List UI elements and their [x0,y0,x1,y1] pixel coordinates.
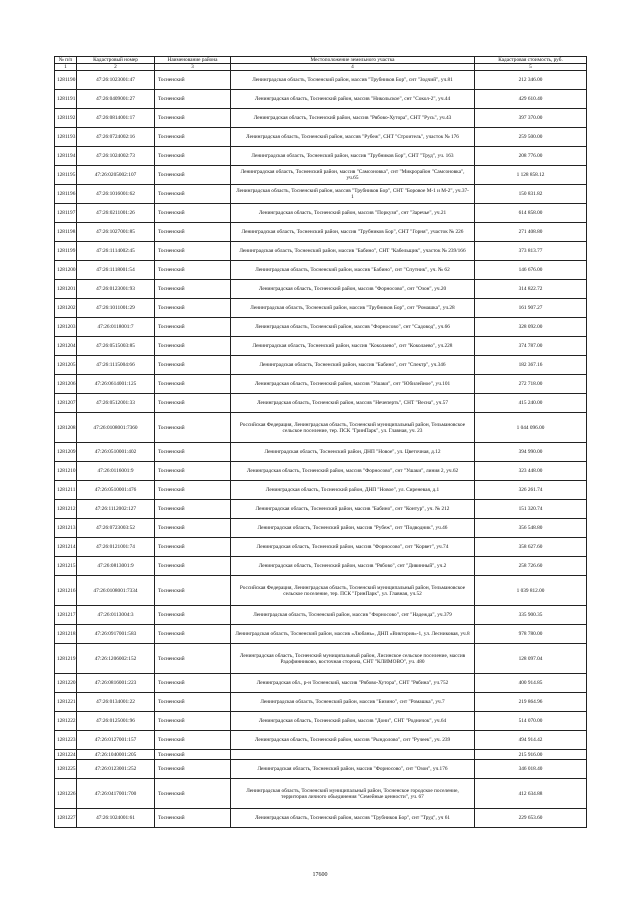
table-row [55,128,587,147]
cadastral-number-cell: 47:26:1040001:205 [77,750,155,760]
cadastral-value-cell: 356 548.80 [475,519,587,538]
row-number-cell: 1281218 [55,625,77,644]
cadastral-value-cell: 412 634.88 [475,779,587,809]
cadastral-value-cell: 215 916.00 [475,750,587,760]
header-number: № п/п [55,57,77,64]
location-cell: Ленинградская область, Тосненский район, массив "Дони", СНТ "Родничок", уч.64 [231,712,475,731]
district-name-cell: Тосненский [155,693,231,712]
location-cell: Ленинградская область, Тосненский район, массив «Любань», ДНП «Виктория»-1, ул. Лесниковая, уч.8 [231,625,475,644]
district-name-cell: Тосненский [155,71,231,90]
row-number-cell: 1281213 [55,519,77,538]
cadastral-number-cell: 47:26:0123001:93 [77,280,155,299]
location-cell: Ленинградская область, Тосненский район, ДНП "Новое", ул. Сиреневая, д.1 [231,481,475,500]
cadastral-value-cell: 259 500.00 [475,128,587,147]
cadastral-value-cell: 429 610.40 [475,90,587,109]
row-number-cell: 1281216 [55,576,77,606]
row-number-cell: 1281199 [55,242,77,261]
row-number-cell: 1281206 [55,375,77,394]
cadastral-number-cell: 47:26:1024002:73 [77,147,155,166]
location-cell: Ленинградская область, Тосненский район, массив "Трубников Бор", СНТ "Горня", участок № 226 [231,223,475,242]
cadastral-value-cell: 394 990.00 [475,443,587,462]
row-number-cell: 1281203 [55,318,77,337]
row-number-cell: 1281208 [55,413,77,443]
district-name-cell: Тосненский [155,538,231,557]
cadastral-number-cell: 47:26:1206002:152 [77,644,155,674]
table-row [55,625,587,644]
district-name-cell: Тосненский [155,261,231,280]
district-name-cell: Тосненский [155,109,231,128]
header-district: Наименование района [155,57,231,64]
cadastral-value-cell: 314 822.72 [475,280,587,299]
table-row [55,809,587,828]
cadastral-value-cell: 400 914.85 [475,674,587,693]
row-number-cell: 1281226 [55,779,77,809]
location-cell: Ленинградская область, Тосненский район, массив "Трубников Бор", СНТ "Боровое М-1 и М-2", уч.37-1 [231,185,475,204]
table-row [55,712,587,731]
table-row [55,90,587,109]
table-row [55,356,587,375]
row-number-cell: 1281204 [55,337,77,356]
cadastral-number-cell: 47:26:0125001:96 [77,712,155,731]
cadastral-value-cell: 229 653.60 [475,809,587,828]
district-name-cell: Тосненский [155,462,231,481]
table-row [55,462,587,481]
cadastral-number-cell: 47:26:0816001:223 [77,674,155,693]
cadastral-number-cell: 47:26:0512001:33 [77,394,155,413]
row-number-cell: 1281214 [55,538,77,557]
row-number-cell: 1281220 [55,674,77,693]
column-number-4: 4 [231,64,475,71]
header-cadastral-number: Кадастровый номер [77,57,155,64]
table-row [55,337,587,356]
cadastral-number-cell: 47:26:0814001:17 [77,109,155,128]
cadastral-value-cell: 373 813.77 [475,242,587,261]
district-name-cell: Тосненский [155,299,231,318]
cadastral-value-cell: 161 907.27 [475,299,587,318]
location-cell: Ленинградская область, Тосненский район, массив "Рябово", снт "Дивинный", уч.2 [231,557,475,576]
location-cell: Ленинградская область, Тосненский район, массив "Трубников Бор", снт "Зодчий", уч.81 [231,71,475,90]
district-name-cell: Тосненский [155,644,231,674]
cadastral-value-table [54,56,587,828]
cadastral-value-cell: 1 044 096.00 [475,413,587,443]
cadastral-value-cell: 219 864.96 [475,693,587,712]
cadastral-number-cell: 47:26:1118001:54 [77,261,155,280]
cadastral-number-cell: 47:26:0113004:3 [77,606,155,625]
district-name-cell: Тосненский [155,674,231,693]
row-number-cell: 1281194 [55,147,77,166]
cadastral-value-cell: 182 367.16 [475,356,587,375]
column-number-row [55,64,587,71]
location-cell: Ленинградская область, Тосненский район, ДНП "Новое", ул. Цветочная, д.12 [231,443,475,462]
cadastral-number-cell: 47:26:0211001:26 [77,204,155,223]
cadastral-value-cell: 358 627.60 [475,538,587,557]
location-cell: Ленинградская область, Тосненский район, массив "Форносово", снт "Озон", уч.20 [231,280,475,299]
table-row [55,185,587,204]
district-name-cell: Тосненский [155,337,231,356]
cadastral-number-cell: 47:26:0121001:74 [77,538,155,557]
district-name-cell: Тосненский [155,204,231,223]
location-cell: Ленинградская область, Тосненский район, массив "Нечеперть", СНТ "Весна", уч.57 [231,394,475,413]
table-row [55,109,587,128]
cadastral-value-cell: 212 346.00 [475,71,587,90]
location-cell: Ленинградская область, Тосненский район, массив "Никольское", снт "Сокол-2", уч.44 [231,90,475,109]
table-row [55,223,587,242]
table-row [55,147,587,166]
row-number-cell: 1281225 [55,760,77,779]
table-row [55,261,587,280]
district-name-cell: Тосненский [155,147,231,166]
cadastral-value-cell: 328 092.00 [475,318,587,337]
cadastral-value-cell: 1 128 858.12 [475,166,587,185]
row-number-cell: 1281222 [55,712,77,731]
district-name-cell: Тосненский [155,375,231,394]
table-row [55,500,587,519]
cadastral-number-cell: 47:26:0108001:7360 [77,413,155,443]
row-number-cell: 1281212 [55,500,77,519]
row-number-cell: 1281210 [55,462,77,481]
cadastral-value-cell: 326 261.74 [475,481,587,500]
cadastral-value-cell: 494 914.42 [475,731,587,750]
cadastral-number-cell: 47:26:1114002:45 [77,242,155,261]
row-number-cell: 1281219 [55,644,77,674]
table-body [55,71,587,828]
location-cell: Ленинградская область, Тосненский район, массив "Трубников Бор", снт "Ромашка", уч.28 [231,299,475,318]
cadastral-value-cell: 272 718.00 [475,375,587,394]
district-name-cell: Тосненский [155,413,231,443]
table-row [55,750,587,760]
cadastral-number-cell: 47:26:1027001:85 [77,223,155,242]
row-number-cell: 1281215 [55,557,77,576]
table-row [55,538,587,557]
header-cadastral-value: Кадастровая стоимость, руб. [475,57,587,64]
cadastral-value-cell: 271 408.80 [475,223,587,242]
location-cell: Ленинградская область, Тосненский район, массив "Форносово", снт "Надежда", уч.379 [231,606,475,625]
table-row [55,644,587,674]
cadastral-value-cell: 150 831.82 [475,185,587,204]
location-cell: Ленинградская область, Тосненский район, массив "Рубеж", снт "Подводник", уч.46 [231,519,475,538]
row-number-cell: 1281217 [55,606,77,625]
district-name-cell: Тосненский [155,606,231,625]
location-cell: Ленинградская область, Тосненский район, массив "Бабино", СНТ "Кабельщик", участок № 239/166 [231,242,475,261]
row-number-cell: 1281227 [55,809,77,828]
row-number-cell: 1281202 [55,299,77,318]
cadastral-value-cell: 374 787.00 [475,337,587,356]
district-name-cell: Тосненский [155,223,231,242]
table-row [55,693,587,712]
cadastral-number-cell: 47:26:1115004:66 [77,356,155,375]
row-number-cell: 1281191 [55,90,77,109]
cadastral-number-cell: 47:26:0118001:7 [77,318,155,337]
cadastral-number-cell: 47:26:0108001:7334 [77,576,155,606]
location-cell: Российская Федерация, Ленинградская область, Тосненский муниципальный район, Тельмановское сельское поселение, тер. ПСК "ГринПарк", ул. Главная, уч.52 [231,576,475,606]
cadastral-value-cell: 1 039 812.00 [475,576,587,606]
location-cell: Ленинградская область, Тосненский район, массив "Поркузи", снт "Заречье", уч.21 [231,204,475,223]
cadastral-number-cell: 47:26:0510001:402 [77,443,155,462]
row-number-cell: 1281200 [55,261,77,280]
district-name-cell: Тосненский [155,242,231,261]
row-number-cell: 1281190 [55,71,77,90]
cadastral-number-cell: 47:26:1023001:47 [77,71,155,90]
location-cell: Ленинградская область, Тосненский район, массив "Рябово-Хутора", СНТ "Русь", уч.43 [231,109,475,128]
column-number-2: 2 [77,64,155,71]
location-cell: Ленинградская область, Тосненский район, массив "Форносово", снт "Корвет", уч.74 [231,538,475,557]
cadastral-number-cell: 47:26:0409001:27 [77,90,155,109]
cadastral-number-cell: 47:26:0724002:16 [77,128,155,147]
district-name-cell: Тосненский [155,318,231,337]
cadastral-value-table-sheet [54,56,586,828]
district-name-cell: Тосненский [155,443,231,462]
header-location: Местоположение земельного участка [231,57,475,64]
location-cell: Ленинградская область, Тосненский район, массив "Трубников Бор", СНТ "Труд", уч. 163 [231,147,475,166]
row-number-cell: 1281195 [55,166,77,185]
table-row [55,606,587,625]
cadastral-number-cell: 47:26:1112002:127 [77,500,155,519]
location-cell [231,750,475,760]
table-row [55,481,587,500]
table-row [55,674,587,693]
cadastral-value-cell: 397 370.00 [475,109,587,128]
table-row [55,557,587,576]
cadastral-number-cell: 47:26:1011001:29 [77,299,155,318]
row-number-cell: 1281196 [55,185,77,204]
location-cell: Ленинградская область, Тосненский район, массив "Бабино", снт "Спутник", уч. № 62 [231,261,475,280]
table-row [55,71,587,90]
cadastral-value-cell: 514 070.00 [475,712,587,731]
district-name-cell: Тосненский [155,90,231,109]
row-number-cell: 1281197 [55,204,77,223]
location-cell: Российская Федерация, Ленинградская область, Тосненский муниципальный район, Тельмановское сельское поселение, тер. ПСК "ГринПарк", ул. Главная, уч. 23 [231,413,475,443]
cadastral-number-cell: 47:26:0917001:583 [77,625,155,644]
district-name-cell: Тосненский [155,185,231,204]
cadastral-value-cell: 614 858.00 [475,204,587,223]
table-row [55,779,587,809]
table-row [55,413,587,443]
cadastral-number-cell: 47:26:1024001:61 [77,809,155,828]
district-name-cell: Тосненский [155,779,231,809]
table-row [55,299,587,318]
table-row [55,760,587,779]
cadastral-number-cell: 47:26:0813001:9 [77,557,155,576]
table-row [55,280,587,299]
table-row [55,166,587,185]
row-number-cell: 1281198 [55,223,77,242]
cadastral-number-cell: 47:26:0123001:252 [77,760,155,779]
cadastral-number-cell: 47:26:1016001:62 [77,185,155,204]
district-name-cell: Тосненский [155,500,231,519]
row-number-cell: 1281221 [55,693,77,712]
table-row [55,318,587,337]
cadastral-value-cell: 346 018.40 [475,760,587,779]
cadastral-number-cell: 47:26:0510001:476 [77,481,155,500]
row-number-cell: 1281223 [55,731,77,750]
row-number-cell: 1281224 [55,750,77,760]
district-name-cell: Тосненский [155,760,231,779]
table-row [55,394,587,413]
district-name-cell: Тосненский [155,809,231,828]
row-number-cell: 1281192 [55,109,77,128]
district-name-cell: Тосненский [155,712,231,731]
cadastral-value-cell: 258 726.60 [475,557,587,576]
location-cell: Ленинградская область, Тосненский район, массив "Бабино", снт "Контур", уч. № 212 [231,500,475,519]
cadastral-number-cell: 47:26:0205002:107 [77,166,155,185]
location-cell: Ленинградская область, Тосненский район, массив "Рубеж", СНТ "Строитель", участок № 176 [231,128,475,147]
location-cell: Ленинградская обл., р-н Тосненский, массив "Рябово-Хутора", СНТ "Рябина", уч.752 [231,674,475,693]
row-number-cell: 1281201 [55,280,77,299]
table-header-row [55,57,587,64]
location-cell: Ленинградская область, Тосненский район, массив "Бизино", снт "Ромашка", уч.7 [231,693,475,712]
cadastral-number-cell: 47:26:0134001:22 [77,693,155,712]
district-name-cell: Тосненский [155,356,231,375]
table-row [55,204,587,223]
table-row [55,375,587,394]
cadastral-number-cell: 47:26:0515003:85 [77,337,155,356]
location-cell: Ленинградская область, Тосненский район, массив "Ушаки", снт "Юбилейное", уч.101 [231,375,475,394]
location-cell: Ленинградская область, Тосненский район, массив "Коколаево", снт "Коколаево", уч.228 [231,337,475,356]
cadastral-number-cell: 47:26:0723003:52 [77,519,155,538]
cadastral-value-cell: 323 448.00 [475,462,587,481]
table-row [55,242,587,261]
district-name-cell: Тосненский [155,576,231,606]
cadastral-number-cell: 47:26:0614001:125 [77,375,155,394]
row-number-cell: 1281209 [55,443,77,462]
location-cell: Ленинградская область, Тосненский район, массив "Форносово", снт "Озон", уч.176 [231,760,475,779]
location-cell: Ленинградская область, Тосненский район, массив "Форносово", снт "Садовод", уч.66 [231,318,475,337]
cadastral-value-cell: 128 097.04 [475,644,587,674]
row-number-cell: 1281207 [55,394,77,413]
cadastral-number-cell: 47:26:0116001:9 [77,462,155,481]
page-number: 17600 [312,872,328,878]
cadastral-number-cell: 47:26:0127001:157 [77,731,155,750]
district-name-cell: Тосненский [155,394,231,413]
column-number-5: 5 [475,64,587,71]
location-cell: Ленинградская область, Тосненский район, массив "Рындолово", снт "Ручеек", уч. 239 [231,731,475,750]
column-number-3: 3 [155,64,231,71]
cadastral-value-cell: 335 900.35 [475,606,587,625]
district-name-cell: Тосненский [155,280,231,299]
cadastral-value-cell: 151 320.74 [475,500,587,519]
cadastral-value-cell: 415 240.00 [475,394,587,413]
location-cell: Ленинградская область, Тосненский район, массив "Бабино", снт "Спектр", уч.346 [231,356,475,375]
cadastral-value-cell: 978 780.00 [475,625,587,644]
row-number-cell: 1281205 [55,356,77,375]
district-name-cell: Тосненский [155,625,231,644]
location-cell: Ленинградская область, Тосненский район, массив "Форносово", снт "Ушаки", линия 2, уч.62 [231,462,475,481]
district-name-cell: Тосненский [155,481,231,500]
table-row [55,443,587,462]
row-number-cell: 1281211 [55,481,77,500]
table-row [55,731,587,750]
cadastral-value-cell: 146 676.00 [475,261,587,280]
district-name-cell: Тосненский [155,519,231,538]
district-name-cell: Тосненский [155,750,231,760]
location-cell: Ленинградская область, Тосненский район, массив "Трубников Бор", снт "Труд", уч 61 [231,809,475,828]
row-number-cell: 1281193 [55,128,77,147]
district-name-cell: Тосненский [155,128,231,147]
district-name-cell: Тосненский [155,731,231,750]
location-cell: Ленинградская область, Тосненский муниципальный район, Лисинское сельское поселение, массив Радофинниково, восточная сторона, СНТ "КЛИМОВО", уч. 480 [231,644,475,674]
table-row [55,576,587,606]
cadastral-number-cell: 47:26:0417001:700 [77,779,155,809]
location-cell: Ленинградская область, Тосненский муниципальный район, Тосненское городское поселение, территория личного обьединения "Семейные ценности", уч. 67 [231,779,475,809]
district-name-cell: Тосненский [155,557,231,576]
column-number-1: 1 [55,64,77,71]
cadastral-value-cell: 208 776.00 [475,147,587,166]
table-row [55,519,587,538]
district-name-cell: Тосненский [155,166,231,185]
location-cell: Ленинградская область, Тосненский район, массив "Самсоновка", снт "Микрорайон "Самсоновка", уч.65 [231,166,475,185]
